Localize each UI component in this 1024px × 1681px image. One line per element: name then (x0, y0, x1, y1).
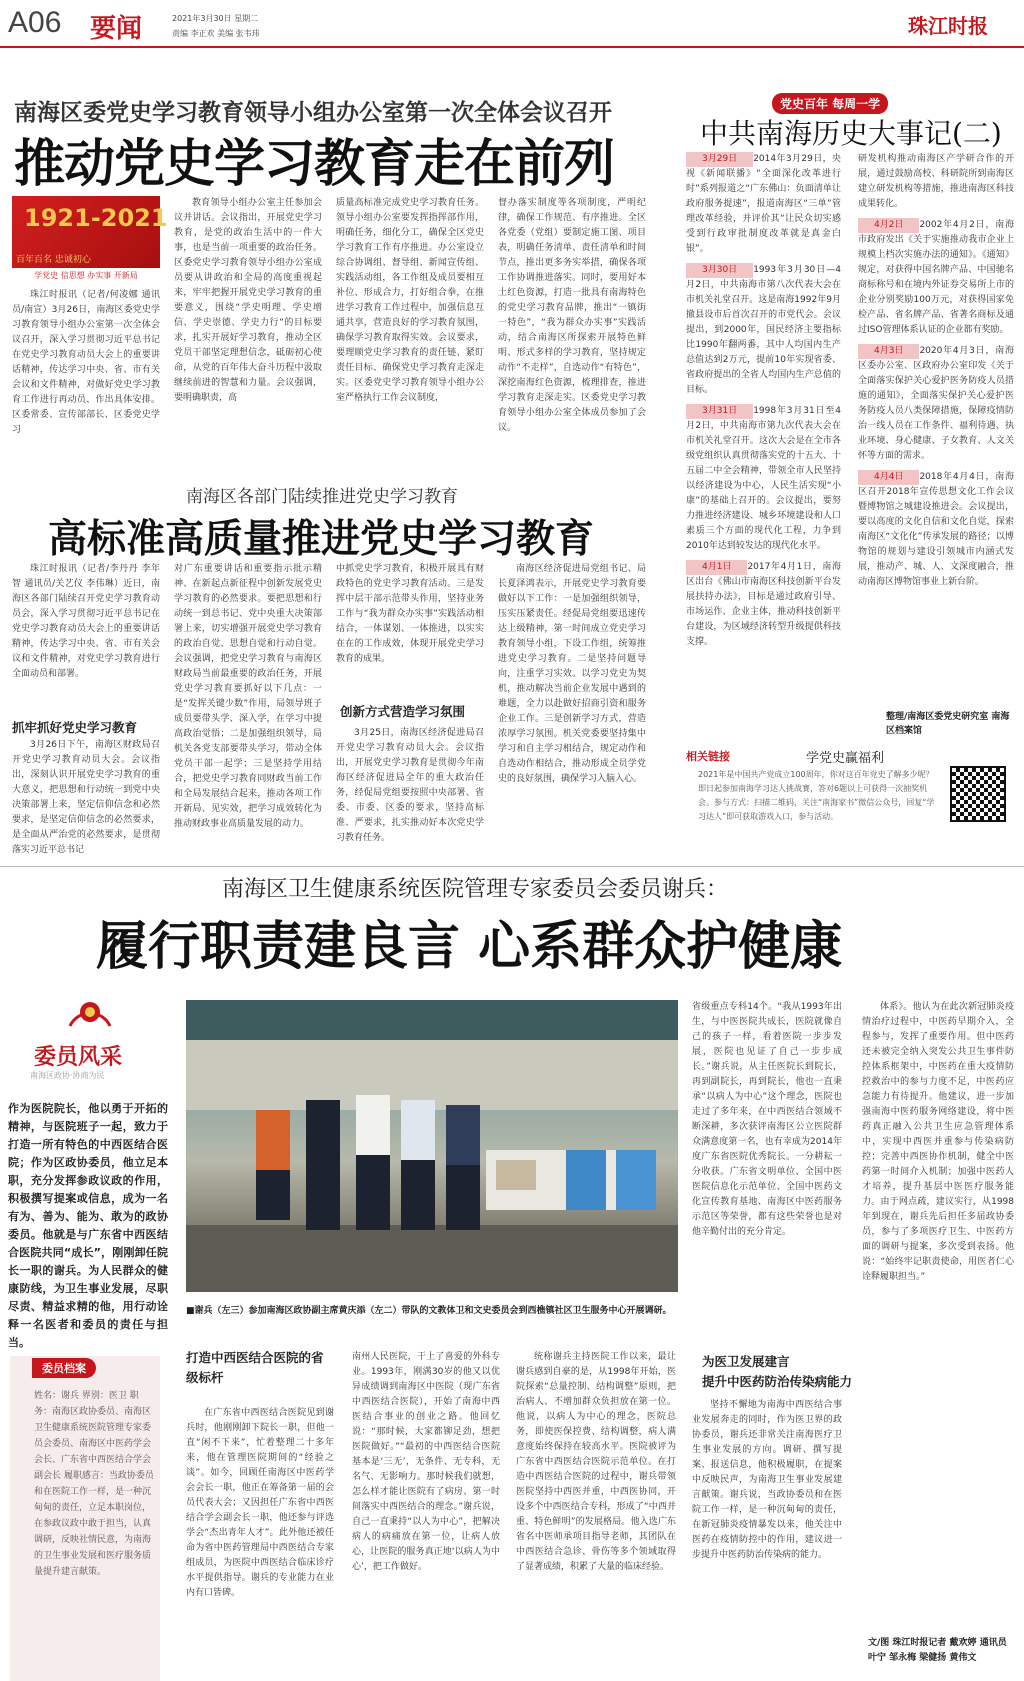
event-date: 4月3日 (858, 344, 919, 359)
people-scene-icon (186, 1000, 678, 1292)
page-number: A06 (8, 6, 62, 39)
story3-column-5b: 坚持不懈地为南海中西医结合事业发展奔走的同时，作为医卫界的政协委员，谢兵还非常关注南海医疗卫生事业发展的方向。调研、撰写提案、报送信息，他积极履职，在提案中反映民声，为南海卫生事业发展建言献策。谢兵说，当政协委员和在医院工作一样，是一种沉甸甸的责任，在新冠肺炎疫情暴发以来，他关注中医药在疫情防控中的作用，建议进一步提升中医药防治传染病的能力。 (692, 1400, 842, 1560)
event-text: 1998年3月31日至4月2日，中共南海市第九次代表大会在市机关礼堂召开。这次大会是在全市各级党组织认真贯彻落实党的十五大、十五届二中全会精神，带领全市人民坚持以经济建设为中心，人民生活实现“小康”的基础上召开的。会议提出，要努力推进经济建设、城乡环境建设和人口素质三个方面的现代化工程，力争到2010年达到较发达的现代化水平。 (686, 406, 841, 551)
story2-column-1: 珠江时报讯（记者/李丹丹 李年智 通讯员/关艺仪 李伟琳）近日，南海区各部门陆续召开党史学习教育动员会，深入学习贯彻习近平总书记在党史学习教育动员大会上的重要讲话精神，传达学习中央、省、市有关会议和文件精神，对党史学习教育进行全面动员和部署。 (12, 564, 160, 679)
committee-logo-title: 委员风采 (34, 1045, 123, 1070)
related-link-body: 2021年是中国共产党成立100周年，你对这百年党史了解多少呢？即日起参加南海学习达人挑战赛，答对6题以上可获得一次抽奖机会。参与方式：扫描二维码，关注“南海家书”微信公众号，回复“学习达人”即可获取游戏入口，参与活动。 (698, 770, 935, 821)
masthead (0, 0, 1024, 50)
story2-kicker: 南海区各部门陆续推进党史学习教育 (186, 487, 458, 507)
event-text: 1993年3月30日—4月2日，中共南海市第八次代表大会在市机关礼堂召开。这是南海1992年9月撤县设市后首次召开的市党代会。会议提出，到2000年，国民经济主要指标比1990年翻两番，其中人均国内生产总值达到2万元，提前10年实现省委、省政府提出的全省人均国内生产总值的目标。 (686, 265, 841, 395)
qr-code-icon (950, 766, 1006, 822)
editors-credit: 责编 李正欢 美编 张韦玮 (172, 29, 260, 38)
story2-column-3b: 3月25日，南海区经济促进局召开党史学习教育动员大会。会议指出，开展党史学习教育是贯彻今年南海区经济促进局全年的重大政治任务，经促局党组要按照中央部署、省委、市委、区委的要求，坚持高标准、严要求，扎实推动好本次党史学习教育任务。 (336, 728, 484, 843)
story1-column-3: 质量高标准完成党史学习教育任务。领导小组办公室要发挥指挥部作用，明确任务，细化分工，确保全区党史学习教育工作有序推进。办公室设立综合协调组、督导组、新闻宣传组、实践活动组，各工作组及成员要相互补位、形成合力，打好组合拳，在推进学习教育工作过程中，加强信息互通共享，营造良好的学习教育氛围，确保学习教育取得实效。会议要求，要理顺党史学习教育的责任链、紧盯责任目标、确保党史学习教育走深走实。区委党史学习教育领导小组办公室严格执行工作会议制度， (336, 198, 484, 403)
profile-label: 委员档案 (32, 1358, 96, 1378)
story3-subhead-2b: 提升中医药防治传染病能力 (702, 1374, 853, 1389)
story1-image-slogan: 百年百名 忠诚初心 (16, 255, 91, 265)
story1-image-year: 1921-2021 (24, 204, 168, 232)
masthead-divider (0, 46, 1024, 48)
related-link-label: 相关链接 (686, 750, 730, 763)
sidebar-column-a (686, 152, 841, 740)
event-date: 4月1日 (686, 560, 747, 575)
story3-lead: 作为医院院长，他以勇于开拓的精神，与医院班子一起，致力于打造一所有特色的中西医结合医院；作为区政协委员，他立足本职，充分发挥参政议政的作用，积极撰写提案或信息，成为一名有为、善为、能为、敢为的政协委员。他就是与广东省中西医结合医院共同“成长”，刚刚卸任院长一职的谢兵。为人民群众的健康防线，为卫生事业发展，尽职尽责、精益求精的他，用行动诠释一名医者和委员的责任与担当。 (8, 1102, 168, 1349)
story3-column-4: 统称谢兵主持医院工作以来，最让谢兵感到自豪的是，从1998年开始，医院探索“总量控制、结构调整”原则，把治病人、不增加群众负担放在第一位。他说，以病人为中心的理念，医院总务，即使医保控费、结构调整，病人满意度始终保持在较高水平。医院被评为广东省中西医结合医院示范单位。在打造中西医结合医院的过程中，谢兵带领医院坚持中西医并重，中西医协同，开设多个中西医结合专科，形成了“中西并重、特色鲜明”的发展格局。他入选广东省名中医师承项目指导老师，其团队在中西医结合急诊、骨伤等多个领域取得了显著成绩，积累了大量的临床经验。 (516, 1352, 676, 1572)
section-divider (0, 866, 1024, 867)
story3-headline: 履行职责建良言 心系群众护健康 (96, 916, 843, 977)
story1-kicker: 南海区委党史学习教育领导小组办公室第一次全体会议召开 (14, 100, 612, 126)
profile-body: 姓名：谢兵 界别：医卫 职务：南海区政协委员、南海区卫生健康系统医院管理专家委员会委员、南海区中医药学会会长、广东省中西医结合学会副会长 履职感言：当政协委员和在医院工作一样，是一种沉甸甸的责任，立足本职岗位，在参政议政中敢于担当，认真调研，反映社情民意，为南海的卫生事业发展和医疗服务质量提升建言献策。 (34, 1391, 154, 1577)
story3-kicker: 南海区卫生健康系统医院管理专家委员会委员谢兵： (222, 877, 729, 902)
story2-column-4: 南海区经济促进局党组书记、局长夏泽鸿表示，开展党史学习教育要做好以下工作：一是加强组织领导，压实压紧责任。经促局党组要迅速传达上级精神，第一时间成立党史学习教育领导小组，下设工作组，统筹推进党史学习教育。二是坚持问题导向，注重学习实效。以学习党史为契机，推动解决当前企业发展中遇到的难题，全力以赴做好招商引资和服务企业工作。三是创新学习方式，营造浓厚学习氛围。机关党委要坚持集中学习和自主学习相结合，规定动作和自选动作相结合，推动形成全员学党史的良好氛围，确保学习入脑入心。 (498, 564, 646, 784)
story3-photo-caption: ■谢兵（左三）参加南海区政协副主席黄庆添（左二）带队的文教体卫和文史委员会到西樵镇社区卫生服务中心开展调研。 (186, 1306, 672, 1316)
story2-subhead-2: 创新方式营造学习氛围 (340, 704, 466, 719)
story3-column-2: 在广东省中西医结合医院见到谢兵时，他刚刚卸下院长一职，但他一直“闲不下来”，忙着整理二十多年来，他在管理医院期间的“经验之谈”。如今，回顾任南海区中医药学会会长一职，他正在筹备第一届的会员代表大会；又因担任广东省中西医结合学会副会长一职，他还参与评选学会“杰出青年人才”。此外他还被任命为省中医药管理局中西医结合专家组成员，为医院中西医结合临床诊疗水平提供指导。谢兵的专业能力在业内有口皆碑。 (186, 1408, 334, 1598)
story1-column-2: 教育领导小组办公室主任参加会议并讲话。会议指出，开展党史学习教育，是党的政治生活中的一件大事，也是当前一项重要的政治任务。区委党史学习教育领导小组办公室成员要从讲政治和全局的高度重视起来，牢牢把握开展党史学习教育的重要意义，围绕“学史明理、学史增信、学史崇德、学史力行”的目标要求，扎实开展好学习教育，推动全区党员干部坚定理想信念，砥砺初心使命，从党的百年伟大奋斗历程中汲取继续前进的智慧和力量。会议强调，要明确职责，高 (174, 198, 322, 403)
sidebar-credit: 整理/南海区委党史研究室 南海区档案馆 (886, 712, 1010, 736)
event-text: 2020年4月3日，南海区委办公室、区政府办公室印发《关于全面落实保护关心爱护医务防疫人员措施的通知》，全面落实保护关心爱护医务防疫人员八类保障措施，保障疫情防治一线人员在工作条件、福利待遇、执业环境、身心健康、子女教育、人文关怀等方面的需求。 (858, 346, 1014, 461)
event-text: 2018年4月4日，南海区召开2018年宣传思想文化工作会议暨博物馆之城建设推进会。会议提出，要以高度的文化自信和文化自觉，探索南海区“文化化”传承发展的路径；以博物馆的规划与建设引领城市内涵式发展，推动产、城、人、文深度融合，推动南海区博物馆事业上新台阶。 (858, 472, 1014, 587)
story2-subhead-1: 抓牢抓好党史学习教育 (12, 720, 138, 735)
event-date: 3月30日 (686, 263, 753, 278)
event-text: 2017年4月1日，南海区出台《佛山市南海区科技创新平台发展扶持办法》，目标是通过政府引导、市场运作、企业主体，推动科技创新平台建设，为区域经济转型升级提供科技支撑。 (686, 562, 841, 647)
story3-subhead-2a: 为医卫发展建言 (702, 1354, 790, 1369)
story2-column-3a: 中抓党史学习教育，积极开展具有财政特色的党史学习教育活动。三是发挥中层干部示范带头作用，坚持业务工作与“我为群众办实事”实践活动相结合，一体谋划、一体推进，以实实在在的工作成效，体现开展党史学习教育的成果。 (336, 564, 484, 664)
event-date: 3月29日 (686, 152, 753, 167)
event-date: 3月31日 (686, 404, 753, 419)
committee-logo-subtitle: 南海区政协·协商为民 (30, 1071, 105, 1080)
story3-column-5a: 省级重点专科14个。“我从1993年出生，与中医医院共成长，医院就像自己的孩子一样，看着医院一步步发展，医院也见证了自己一步步成长。”谢兵说，从主任医院长到院长，再到副院长，再到院长，他也一直秉承“以病人为中心”这个理念，医院也走过了多年来，在中西医结合领域不断深耕，多次获评南海区公立医院群众满意度第一名，也有幸成为2014年度广东省医院优秀院长。一分耕耘一分收获。广东省文明单位、全国中医医院信息化示范单位、全国中医药文化宣传教育基地、南海区中医药服务示范区等荣誉，都有这些荣誉也是对他辛勤付出的充分肯定。 (692, 1002, 842, 1237)
story1-column-1: 珠江时报讯（记者/何凌娜 通讯员/南宣）3月26日，南海区委党史学习教育领导小组办公室第一次全体会议召开，深入学习贯彻习近平总书记在党史学习教育动员大会上的重要讲话精神，传达学习中央、省、市有关会议和文件精神，对做好党史学习教育工作进行再动员、作出具体安排。区委常委、宣传部部长、区委党史学习 (12, 290, 160, 435)
related-link-title: 学党史赢福利 (806, 751, 885, 766)
sidebar-tag: 党史百年 每周一学 (772, 93, 888, 114)
event-text: 2002年4月2日，南海市政府发出《关于实施推动我市企业上规模上档次实施办法的通知》。《通知》规定，对获得中国名牌产品、中国驰名商标称号和在境内外证券交易所上市的企业分别奖励100万元，对获得国家免检产品、省名牌产品、省著名商标及通过ISO管理体系认证的企业都有奖励。 (858, 220, 1014, 335)
event-date: 4月4日 (858, 470, 919, 485)
newspaper-logo: 珠江时报 (908, 14, 988, 38)
story2-headline: 高标准高质量推进党史学习教育 (48, 516, 595, 562)
story2-column-1b: 3月26日下午，南海区财政局召开党史学习教育动员大会。会议指出，深刻认识开展党史学习教育的重大意义，把思想和行动统一到党中央决策部署上来，坚定信仰信念和必然要求，是坚定信仰信念的必然要求，是全面从严治党的必然要求，是贯彻落实习近平总书记 (12, 740, 160, 855)
story1-image-caption: 学党史 信思想 办实事 开新局 (12, 268, 160, 284)
issue-date: 2021年3月30日 星期二 (172, 14, 259, 23)
story2-column-2: 对广东重要讲话和重要指示批示精神、在新起点新征程中创新发展党史学习教育的必然要求。要把思想和行动统一到总书记、党中央重大决策部署上来，切实增强开展党史学习教育的政治自觉、思想自觉和行动自觉。会议强调，把党史学习教育与南海区财政局当前最重要的政治任务，开展党史学习教育要抓好以下几点：一是“发挥关键少数”作用，局领导班子成员要带头学、深入学，在学习中提高政治觉悟；二是加强组织领导，局机关各党支部要带头学习，带动全体党员干部一起学；三是坚持学用结合，把党史学习教育同财政当前工作和全局发展结合起来，推动各项工作开新局、见实效，把学习成效转化为推动财政事业高质量发展的动力。 (174, 564, 322, 829)
story3-photo (186, 1000, 678, 1292)
section-name: 要闻 (90, 14, 143, 44)
story1-column-4: 督办落实制度等各项制度，严明纪律，确保工作规范、有序推进。全区各党委（党组）要制定施工图、项目表，明确任务清单、责任清单和时间节点，推出更多务实举措，确保各项工作协调推进落实。同时，要用好本土红色资源，打造一批具有南海特色的党史学习教育品牌，推出“一镇街一特色”，“我为群众办实事”实践活动，结合南海区所探索开展特色鲜明、形式多样的学习教育，坚持规定动作“不走样”，自选动作“有特色”，深挖南海红色资源，梳理排查，推进学习教育走深走实。区委党史学习教育领导小组办公室全体成员参加了会议。 (498, 198, 646, 433)
story3-byline: 文/图 珠江时报记者 戴欢婷 通讯员 叶宁 邹永梅 梁健扬 黄伟文 (868, 1638, 1007, 1663)
event-date: 4月2日 (858, 218, 919, 233)
sidebar-title: 中共南海历史大事记(二) (700, 117, 1002, 150)
story3-column-3: 南州人民医院，干上了喜爱的外科专业。1993年，刚满30岁的他又以优异成绩调到南海区中医院（现广东省中西医结合医院），开始了南海中西医结合事业的创业之路。他回忆说：“那时候，大家都铆足劲，想把医院做好。”“最初的中西医结合医院基本是‘三无’，无条件、无专科，无名气、无影响力。那时候我们就想，怎么样才能让医院有了病房、第一时间落实中西医结合的理念。”谢兵说，自己一直秉持“以人为中心”，把解决病人的病痛放在第一位，让病人放心，让医院的服务真正地‘以病人为中心’，把工作做好。 (352, 1352, 500, 1572)
story3-column-6: 体系》。他认为在此次新冠肺炎疫情治疗过程中，中医药早期介入，全程参与，发挥了重要作用。但中医药还未被完全纳入突发公共卫生事件防控体系框架中，中医药在重大疫情防控救治中的参与力度不足，中医药应急能力有待提升。他建议，进一步加强南海中医药服务网络建设，将中医药真正融入公共卫生应急管理体系中，实现中西医并重参与传染病防控；完善中西医协作机制，健全中医药第一时间介入机制；加强中医药人才培养，提升基层中医医疗服务能力。由于网点疏，建议实行，从1998年到现在，谢兵先后担任多届政协委员，参与了多项医疗卫生、中医药方面的调研与提案，多次受到表扬。他说：“始终牢记职责使命，用医者仁心诠释履职担当。” (862, 1002, 1014, 1282)
event-text: 2014年3月29日，央视《新闻联播》“全面深化改革进行时”系列报道之“广东佛山：负面清单让政府服务提速”，报道南海区“三单”管理改革经验，并评价其“让民众切实感受到行政审批制度改革就是真金白银”。 (686, 154, 841, 254)
story1-headline: 推动党史学习教育走在前列 (14, 134, 615, 194)
event-text: 研发机构推动南海区产学研合作的开展，通过鼓励高校、科研院所到南海区建立研发机构等措施，推进南海区科技成果转化。 (858, 154, 1014, 209)
story3-subhead-1: 打造中西医结合医院的省级标杆 (186, 1350, 324, 1385)
sidebar-column-b (858, 152, 1014, 740)
